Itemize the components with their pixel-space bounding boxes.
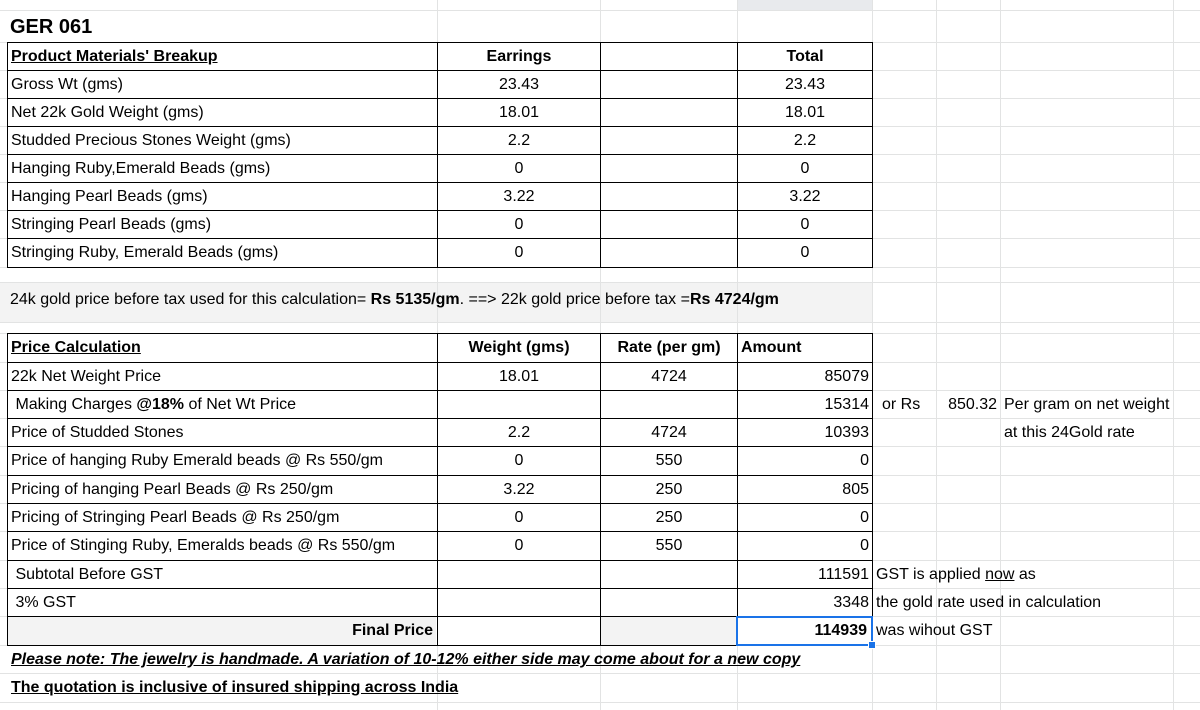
price-row-weight[interactable]: 0 bbox=[514, 537, 524, 554]
price-row-label[interactable]: Price of Studded Stones bbox=[11, 424, 184, 441]
price-row-rate[interactable] bbox=[601, 561, 737, 589]
price-row-rate[interactable]: 4724 bbox=[651, 424, 687, 441]
material-row-earrings[interactable]: 23.43 bbox=[498, 76, 540, 93]
material-row-earrings[interactable]: 3.22 bbox=[503, 188, 535, 205]
side-note-at-rate[interactable]: at this 24Gold rate bbox=[1004, 424, 1135, 441]
price-header-weight[interactable]: Weight (gms) bbox=[468, 339, 570, 356]
price-row-label[interactable]: Price of Stinging Ruby, Emeralds beads @ Rs 550/gm bbox=[11, 537, 396, 554]
price-row-label[interactable]: 22k Net Weight Price bbox=[11, 368, 161, 385]
making-label-pre: Making Charges bbox=[11, 396, 137, 413]
price-row-rate[interactable]: 4724 bbox=[651, 368, 687, 385]
gold-rate-24k: Rs 5135/gm bbox=[370, 291, 460, 308]
price-row-amount-subtotal[interactable]: 111591 bbox=[817, 566, 869, 583]
material-row-earrings[interactable]: 2.2 bbox=[507, 132, 531, 149]
material-row-earrings[interactable]: 18.01 bbox=[498, 104, 540, 121]
gst-note-post: as bbox=[1014, 566, 1036, 583]
price-row-rate[interactable] bbox=[601, 589, 737, 617]
material-row-label[interactable]: Net 22k Gold Weight (gms) bbox=[11, 104, 204, 121]
price-header-rate[interactable]: Rate (per gm) bbox=[617, 339, 721, 356]
price-row-label[interactable]: Price of hanging Ruby Emerald beads @ Rs 550/gm bbox=[11, 452, 383, 469]
price-row-weight[interactable] bbox=[438, 561, 600, 589]
price-row-rate[interactable]: 550 bbox=[655, 537, 683, 554]
handmade-disclaimer[interactable]: Please note: The jewelry is handmade. A variation of 10-12% either side may come about for a new copy bbox=[11, 651, 801, 668]
price-row-rate[interactable]: 550 bbox=[655, 452, 683, 469]
materials-header-blank[interactable] bbox=[601, 43, 737, 71]
material-row-total[interactable]: 2.2 bbox=[793, 132, 817, 149]
price-header-label[interactable]: Price Calculation bbox=[11, 339, 141, 356]
material-row-total[interactable]: 3.22 bbox=[789, 188, 821, 205]
side-note-per-gram-value[interactable]: 850.32 bbox=[948, 396, 997, 413]
material-row-earrings[interactable]: 0 bbox=[514, 244, 524, 261]
selected-cell-outline bbox=[736, 616, 873, 646]
gold-rate-note[interactable] bbox=[7, 286, 779, 314]
material-row-label[interactable]: Hanging Pearl Beads (gms) bbox=[11, 188, 208, 205]
gst-note-pre: GST is applied bbox=[876, 566, 986, 583]
material-row-label[interactable]: Gross Wt (gms) bbox=[11, 76, 123, 93]
material-row-label[interactable]: Stringing Pearl Beads (gms) bbox=[11, 216, 212, 233]
price-row-amount[interactable]: 0 bbox=[860, 537, 869, 554]
price-row-weight[interactable]: 18.01 bbox=[498, 368, 540, 385]
final-price-amount[interactable]: 114939 bbox=[814, 622, 867, 639]
gold-note-middle: . ==> 22k gold price before tax = bbox=[459, 291, 690, 308]
price-row-rate[interactable]: 250 bbox=[655, 481, 683, 498]
gold-rate-22k: Rs 4724/gm bbox=[689, 291, 779, 308]
price-row-amount[interactable]: 15314 bbox=[824, 396, 869, 413]
price-row-weight[interactable] bbox=[438, 589, 600, 617]
shipping-note[interactable]: The quotation is inclusive of insured shipping across India bbox=[11, 679, 459, 696]
material-row-total[interactable]: 0 bbox=[800, 160, 810, 177]
material-row-label[interactable]: Stringing Ruby, Emerald Beads (gms) bbox=[11, 244, 279, 261]
price-row-weight[interactable]: 0 bbox=[514, 509, 524, 526]
final-price-label[interactable]: Final Price bbox=[352, 622, 433, 639]
price-row-rate[interactable] bbox=[601, 391, 737, 419]
price-row-amount[interactable]: 805 bbox=[842, 481, 869, 498]
material-row-earrings[interactable]: 0 bbox=[514, 216, 524, 233]
side-note-or-rs[interactable]: or Rs bbox=[882, 396, 921, 413]
price-row-label-subtotal[interactable]: Subtotal Before GST bbox=[11, 566, 164, 583]
price-row-weight[interactable]: 3.22 bbox=[503, 481, 535, 498]
price-header-amount[interactable]: Amount bbox=[741, 339, 802, 356]
side-note-per-gram-text[interactable]: Per gram on net weight bbox=[1004, 396, 1170, 413]
side-note-gst-line2[interactable]: the gold rate used in calculation bbox=[876, 594, 1102, 611]
sheet-title[interactable]: GER 061 bbox=[10, 16, 93, 38]
materials-header-total[interactable]: Total bbox=[786, 48, 824, 65]
price-row-amount[interactable]: 0 bbox=[860, 509, 869, 526]
material-row-label[interactable]: Studded Precious Stones Weight (gms) bbox=[11, 132, 291, 149]
price-row-amount[interactable]: 85079 bbox=[824, 368, 869, 385]
price-row-amount-gst[interactable]: 3348 bbox=[833, 594, 869, 611]
price-row-weight[interactable]: 0 bbox=[514, 452, 524, 469]
price-row-weight[interactable]: 2.2 bbox=[507, 424, 531, 441]
material-row-label[interactable]: Hanging Ruby,Emerald Beads (gms) bbox=[11, 160, 271, 177]
price-row-rate[interactable]: 250 bbox=[655, 509, 683, 526]
material-row-total[interactable]: 18.01 bbox=[784, 104, 826, 121]
gold-note-prefix: 24k gold price before tax used for this calculation= bbox=[10, 291, 371, 308]
material-row-total[interactable]: 0 bbox=[800, 216, 810, 233]
price-row-weight[interactable] bbox=[438, 391, 600, 419]
material-row-total[interactable]: 0 bbox=[800, 244, 810, 261]
materials-header-label[interactable]: Product Materials' Breakup bbox=[11, 48, 218, 65]
price-row-label[interactable]: Pricing of hanging Pearl Beads @ Rs 250/gm bbox=[11, 481, 334, 498]
side-note-gst-line1[interactable] bbox=[873, 561, 1036, 589]
making-percent: @18% bbox=[136, 396, 185, 413]
price-row-label-gst[interactable]: 3% GST bbox=[11, 594, 76, 611]
materials-header-earrings[interactable]: Earrings bbox=[486, 48, 552, 65]
gst-note-now: now bbox=[985, 566, 1015, 583]
material-row-total[interactable]: 23.43 bbox=[784, 76, 826, 93]
price-row-amount[interactable]: 10393 bbox=[824, 424, 869, 441]
making-label-post: of Net Wt Price bbox=[184, 396, 297, 413]
price-row-amount[interactable]: 0 bbox=[860, 452, 869, 469]
material-row-earrings[interactable]: 0 bbox=[514, 160, 524, 177]
side-note-gst-line3[interactable]: was wihout GST bbox=[876, 622, 993, 639]
price-row-label-making-charges[interactable] bbox=[8, 391, 437, 419]
price-row-label[interactable]: Pricing of Stringing Pearl Beads @ Rs 250/gm bbox=[11, 509, 340, 526]
